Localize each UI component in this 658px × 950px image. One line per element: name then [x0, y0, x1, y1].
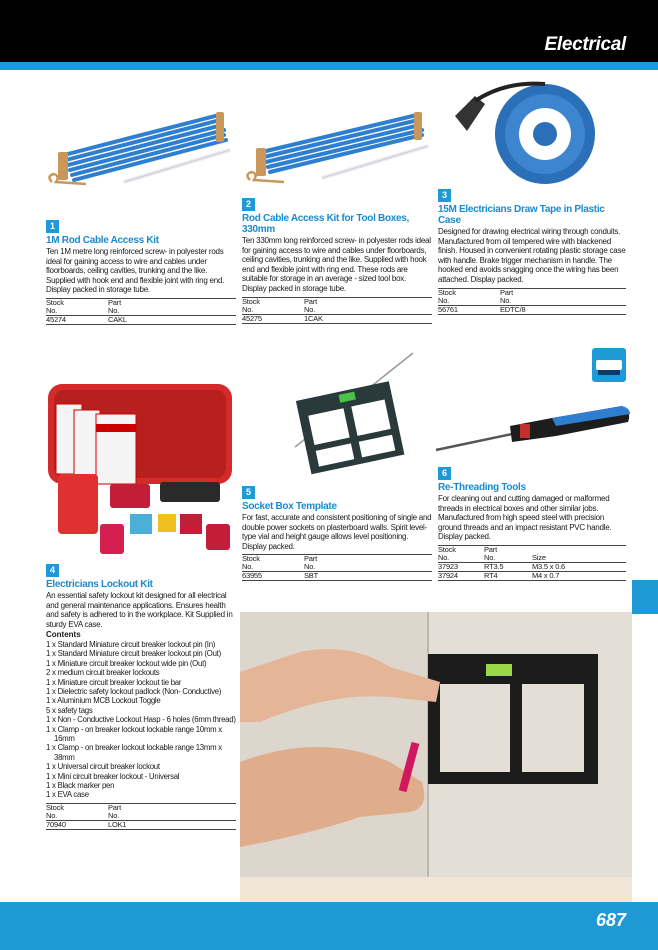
part-header: Part No.: [108, 803, 236, 820]
product-title: Socket Box Template: [242, 501, 337, 512]
list-item: 1 x Miniature circuit breaker lockout tie bar: [46, 677, 182, 687]
stock-header: Stock No.: [46, 298, 108, 315]
part-header: Part No.: [304, 297, 432, 314]
stock-table: [46, 803, 236, 830]
stock-header: Stock No.: [242, 297, 304, 314]
stock-table: [46, 298, 236, 325]
part-number: 1CAK: [304, 314, 432, 323]
stock-header: Stock No.: [242, 555, 304, 572]
table-row: [242, 572, 432, 581]
product-image-socket-template: [285, 345, 415, 475]
part-header: Part No.: [108, 298, 236, 315]
stock-number: 45274: [46, 315, 108, 324]
product-title: Electricians Lockout Kit: [46, 579, 153, 590]
stock-number: 37924: [438, 571, 484, 580]
size-value: M3.5 x 0.6: [532, 562, 626, 571]
section-side-tab: [632, 580, 658, 614]
product-number-badge: 4: [46, 564, 59, 577]
product-number-badge: 5: [242, 486, 255, 499]
list-item: 1 x EVA case: [46, 790, 89, 800]
page-number: 687: [595, 910, 626, 930]
stock-number: 63955: [242, 572, 304, 581]
product-title: 15M Electricians Draw Tape in Plastic Case: [438, 204, 605, 226]
list-item: 1 x Standard Miniature circuit breaker lockout pin (In): [46, 639, 216, 649]
list-item: 1 x Black marker pen: [46, 781, 115, 791]
list-item: 1 x Non - Conductive Lockout Hasp - 6 holes (6mm thread): [46, 715, 236, 725]
stock-header: Stock No.: [438, 545, 484, 562]
product-3: [438, 185, 626, 315]
list-item: 1 x Dielectric safety lockout padlock (Non- Conductive): [46, 687, 222, 696]
stock-number: 45275: [242, 314, 304, 323]
product-description: Ten 1M metre long reinforced screw- in polyester rods ideal for gaining access to wire and cables under floorboards, ceiling cavities, trunking and the like. Supplied with hook end and flexible joint with ring end. Display packed in storage tube.: [46, 247, 225, 295]
part-header: Part No.: [500, 288, 626, 305]
list-item: 1 x Standard Miniature circuit breaker lockout pin (Out): [46, 649, 221, 659]
product-image-rod-kit-1m: [44, 100, 234, 195]
stock-table: [438, 545, 626, 581]
product-description: Ten 330mm long reinforced screw- in polyester rods ideal for gaining access to wire and cables under floorboards, ceiling cavities, trunking and the like. Supplied with hook end and flexible joint with ring end. These rods are suitable for storage in an average - sized tool box. Display packed in storage tube.: [242, 236, 431, 293]
stock-number: 56761: [438, 305, 500, 314]
list-item: 2 x medium circuit breaker lockouts: [46, 668, 160, 678]
size-value: M4 x 0.7: [532, 571, 626, 580]
stock-header: Stock No.: [46, 803, 108, 820]
product-number-badge: 6: [438, 467, 451, 480]
product-title: Rod Cable Access Kit for Tool Boxes, 330mm: [242, 213, 410, 235]
product-1: [46, 216, 236, 325]
product-title: 1M Rod Cable Access Kit: [46, 235, 159, 246]
size-header: Size: [532, 545, 626, 562]
product-5: [242, 482, 432, 581]
product-description: An essential safety lockout kit designed for all electrical and general maintenance applications. Ensures health and safety is adhered to in the workplace. Kit Supplied in sturdy EVA case.: [46, 591, 233, 629]
stock-table: [242, 297, 432, 324]
table-row: [438, 305, 626, 314]
list-item: 5 x safety tags: [46, 705, 93, 715]
part-number: SBT: [304, 572, 432, 581]
product-description: For cleaning out and cutting damaged or malformed threads in electrical boxes and other similar jobs. Manufactured from high speed steel with precision ground threads and an impact resistant PVC handle. Display packed.: [438, 494, 612, 542]
product-title: Re-Threading Tools: [438, 482, 526, 493]
product-number-badge: 1: [46, 220, 59, 233]
table-row: [46, 315, 236, 324]
list-item: 1 x Miniature circuit breaker lockout wide pin (Out): [46, 658, 207, 668]
stock-table: [438, 288, 626, 315]
contents-list: [46, 640, 236, 800]
draper-expert-logo: [592, 348, 626, 382]
product-image-lockout-kit: [40, 374, 240, 562]
part-number: EDTC/8: [500, 305, 626, 314]
part-number: CAKL: [108, 315, 236, 324]
part-header: Part No.: [484, 545, 532, 562]
photo-template-in-use: [240, 612, 632, 902]
product-4: [46, 560, 236, 830]
product-image-rod-kit-330mm: [242, 100, 432, 190]
product-number-badge: 2: [242, 198, 255, 211]
part-number: LOK1: [108, 820, 236, 829]
product-2: [242, 194, 432, 324]
stock-number: 70940: [46, 820, 108, 829]
stock-number: 37923: [438, 562, 484, 571]
footer-bar: [0, 902, 658, 950]
part-header: Part No.: [304, 555, 432, 572]
table-row: [46, 820, 236, 829]
part-number: RT4: [484, 571, 532, 580]
section-title: Electrical: [544, 34, 626, 55]
product-image-rethreading-tool: [432, 392, 632, 462]
product-description: Designed for drawing electrical wiring through conduits. Manufactured from oil tempered wire with blackened finish. Housed in convenient rotating plastic storage case with handle. Brake trigger mechanism in handle. The hooked end avoids snagging once the wiring has been attached. Display packed.: [438, 227, 626, 284]
contents-heading: Contents: [46, 630, 81, 640]
list-item: 1 x Clamp - on breaker lockout lockable range 13mm x 38mm: [46, 743, 222, 762]
part-number: RT3.5: [484, 562, 532, 571]
table-row: [438, 571, 626, 580]
product-image-draw-tape: [445, 76, 625, 186]
table-row: [242, 314, 432, 323]
stock-header: Stock No.: [438, 288, 500, 305]
product-number-badge: 3: [438, 189, 451, 202]
list-item: 1 x Aluminium MCB Lockout Toggle: [46, 696, 161, 706]
list-item: 1 x Universal circuit breaker lockout: [46, 762, 160, 772]
product-description: For fast, accurate and consistent positioning of single and double power sockets on plasterboard walls. Spirit level-type vial and height gauge allows level positioning. Display packed.: [242, 513, 432, 551]
list-item: 1 x Mini circuit breaker lockout - Universal: [46, 771, 180, 781]
stock-table: [242, 554, 432, 581]
list-item: 1 x Clamp - on breaker lockout lockable range 10mm x 16mm: [46, 724, 222, 744]
product-6: [438, 463, 626, 581]
header-accent-line: [0, 62, 658, 70]
